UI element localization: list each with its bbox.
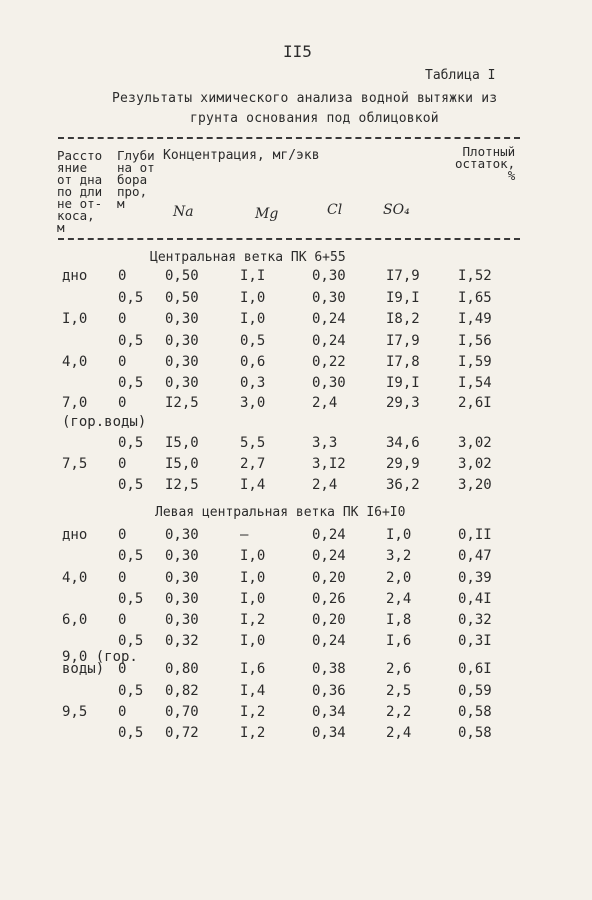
cell-depth: 0 bbox=[118, 661, 127, 677]
header-residue-line: Плотный bbox=[462, 144, 516, 159]
cell-na: 0,30 bbox=[165, 527, 199, 543]
cell-na: 0,30 bbox=[165, 548, 199, 564]
cell-depth: 0,5 bbox=[118, 375, 144, 391]
cell-res: I,59 bbox=[458, 354, 492, 370]
cell-dist: дно bbox=[62, 268, 88, 284]
cell-mg: 0,6 bbox=[240, 354, 266, 370]
cell-depth: 0,5 bbox=[118, 290, 144, 306]
cell-res: 0,4I bbox=[458, 591, 492, 607]
cell-cl: 2,4 bbox=[312, 395, 338, 411]
cell-so4: I7,9 bbox=[386, 333, 420, 349]
section-title: Центральная ветка ПК 6+55 bbox=[150, 250, 346, 265]
cell-so4: I7,8 bbox=[386, 354, 420, 370]
cell-cl: 2,4 bbox=[312, 477, 338, 493]
cell-na: 0,70 bbox=[165, 704, 199, 720]
cell-dist: 4,0 bbox=[62, 570, 88, 586]
cell-na: 0,30 bbox=[165, 354, 199, 370]
cell-so4: 2,5 bbox=[386, 683, 412, 699]
cell-so4: 36,2 bbox=[386, 477, 420, 493]
cell-dist: 4,0 bbox=[62, 354, 88, 370]
cell-so4: I,8 bbox=[386, 612, 412, 628]
cell-cl: 0,24 bbox=[312, 333, 346, 349]
cell-depth: 0 bbox=[118, 612, 127, 628]
cell-mg: 0,5 bbox=[240, 333, 266, 349]
header-top-rule bbox=[58, 137, 520, 139]
cell-mg: 2,7 bbox=[240, 456, 266, 472]
cell-mg: I,2 bbox=[240, 612, 266, 628]
cell-depth: 0,5 bbox=[118, 633, 144, 649]
cell-na: 0,30 bbox=[165, 570, 199, 586]
cell-na: 0,50 bbox=[165, 290, 199, 306]
cell-dist: 9,5 bbox=[62, 704, 88, 720]
cell-res: 0,59 bbox=[458, 683, 492, 699]
cell-depth: 0,5 bbox=[118, 333, 144, 349]
cell-mg: I,6 bbox=[240, 661, 266, 677]
cell-na: 0,30 bbox=[165, 311, 199, 327]
cell-res: 0,58 bbox=[458, 704, 492, 720]
cell-depth: 0,5 bbox=[118, 725, 144, 741]
cell-dist: 9,0 (гор. bbox=[62, 649, 138, 665]
cell-mg: I,0 bbox=[240, 570, 266, 586]
cell-res: 2,6I bbox=[458, 395, 492, 411]
cell-cl: 3,I2 bbox=[312, 456, 346, 472]
cell-mg: I,0 bbox=[240, 591, 266, 607]
cell-so4: I7,9 bbox=[386, 268, 420, 284]
cell-cl: 0,38 bbox=[312, 661, 346, 677]
cell-mg: I,I bbox=[240, 268, 266, 284]
cell-depth: 0 bbox=[118, 311, 127, 327]
cell-na: I5,0 bbox=[165, 435, 199, 451]
cell-mg: I,4 bbox=[240, 683, 266, 699]
cell-na: 0,72 bbox=[165, 725, 199, 741]
cell-cl: 0,24 bbox=[312, 633, 346, 649]
header-distance-line: не от- bbox=[57, 196, 103, 211]
cell-depth: 0 bbox=[118, 395, 127, 411]
cell-depth: 0,5 bbox=[118, 548, 144, 564]
cell-so4: 2,6 bbox=[386, 661, 412, 677]
cell-so4: 2,2 bbox=[386, 704, 412, 720]
ion-so4-header: SO₄ bbox=[383, 202, 410, 218]
cell-na: 0,32 bbox=[165, 633, 199, 649]
cell-res: 0,58 bbox=[458, 725, 492, 741]
cell-so4: 29,9 bbox=[386, 456, 420, 472]
table-caption-line-1: Результаты химического анализа водной вытяжки из bbox=[112, 91, 498, 106]
cell-cl: 0,30 bbox=[312, 375, 346, 391]
cell-so4: I,0 bbox=[386, 527, 412, 543]
cell-res: 3,20 bbox=[458, 477, 492, 493]
ion-na-header: Na bbox=[173, 204, 194, 220]
cell-so4: I,6 bbox=[386, 633, 412, 649]
header-concentration: Концентрация, мг/экв bbox=[163, 148, 320, 163]
cell-mg: 5,5 bbox=[240, 435, 266, 451]
header-distance-line: м bbox=[57, 220, 65, 235]
cell-so4: 2,4 bbox=[386, 725, 412, 741]
cell-cl: 0,24 bbox=[312, 311, 346, 327]
cell-na: 0,30 bbox=[165, 333, 199, 349]
cell-depth: 0 bbox=[118, 268, 127, 284]
cell-cl: 0,36 bbox=[312, 683, 346, 699]
header-depth-line: м bbox=[117, 196, 125, 211]
table-label: Таблица I bbox=[425, 68, 496, 83]
cell-na: 0,80 bbox=[165, 661, 199, 677]
cell-mg: 0,3 bbox=[240, 375, 266, 391]
header-residue-line: % bbox=[507, 168, 516, 183]
cell-so4: 2,0 bbox=[386, 570, 412, 586]
cell-res: 3,02 bbox=[458, 435, 492, 451]
cell-depth: 0,5 bbox=[118, 477, 144, 493]
cell-so4: I8,2 bbox=[386, 311, 420, 327]
cell-res: 0,6I bbox=[458, 661, 492, 677]
cell-mg: I,0 bbox=[240, 548, 266, 564]
table-caption-line-2: грунта основания под облицовкой bbox=[190, 111, 439, 126]
cell-mg: – bbox=[240, 527, 249, 543]
cell-depth: 0,5 bbox=[118, 683, 144, 699]
cell-na: 0,30 bbox=[165, 591, 199, 607]
cell-cl: 0,20 bbox=[312, 570, 346, 586]
header-distance bbox=[57, 150, 102, 234]
header-depth-line: про, bbox=[117, 184, 148, 199]
header-distance-line: по дли bbox=[57, 184, 103, 199]
header-distance-line: коса, bbox=[57, 208, 95, 223]
header-depth-line: Глуби bbox=[117, 148, 155, 163]
header-distance-line: от дна bbox=[57, 172, 103, 187]
cell-res: 0,39 bbox=[458, 570, 492, 586]
cell-dist: I,0 bbox=[62, 311, 88, 327]
header-residue-line: остаток, bbox=[455, 156, 516, 171]
cell-dist: (гор.воды) bbox=[62, 414, 147, 430]
ion-cl-header: Cl bbox=[327, 202, 343, 218]
cell-na: 0,30 bbox=[165, 612, 199, 628]
cell-mg: 3,0 bbox=[240, 395, 266, 411]
header-distance-line: Рассто bbox=[57, 148, 103, 163]
cell-na: I2,5 bbox=[165, 477, 199, 493]
header-bottom-rule bbox=[58, 238, 520, 240]
cell-mg: I,0 bbox=[240, 633, 266, 649]
cell-so4: I9,I bbox=[386, 375, 420, 391]
header-depth-line: бора bbox=[117, 172, 148, 187]
cell-res: I,56 bbox=[458, 333, 492, 349]
cell-na: I5,0 bbox=[165, 456, 199, 472]
cell-cl: 0,24 bbox=[312, 527, 346, 543]
cell-cl: 0,34 bbox=[312, 725, 346, 741]
cell-so4: 2,4 bbox=[386, 591, 412, 607]
cell-depth: 0 bbox=[118, 570, 127, 586]
cell-depth: 0 bbox=[118, 527, 127, 543]
header-depth-line: на от bbox=[117, 160, 155, 175]
cell-res: I,49 bbox=[458, 311, 492, 327]
cell-mg: I,4 bbox=[240, 477, 266, 493]
cell-cl: 0,26 bbox=[312, 591, 346, 607]
cell-mg: I,0 bbox=[240, 311, 266, 327]
cell-res: 3,02 bbox=[458, 456, 492, 472]
cell-res: I,52 bbox=[458, 268, 492, 284]
cell-na: 0,82 bbox=[165, 683, 199, 699]
cell-na: 0,30 bbox=[165, 375, 199, 391]
cell-mg: I,2 bbox=[240, 725, 266, 741]
cell-cl: 0,22 bbox=[312, 354, 346, 370]
ion-mg-header: Mg bbox=[255, 206, 279, 222]
cell-res: I,54 bbox=[458, 375, 492, 391]
cell-mg: I,2 bbox=[240, 704, 266, 720]
cell-so4: I9,I bbox=[386, 290, 420, 306]
cell-res: 0,3I bbox=[458, 633, 492, 649]
cell-na: I2,5 bbox=[165, 395, 199, 411]
cell-res: 0,II bbox=[458, 527, 492, 543]
cell-cl: 3,3 bbox=[312, 435, 338, 451]
cell-na: 0,50 bbox=[165, 268, 199, 284]
cell-dist: воды) bbox=[62, 661, 105, 677]
cell-res: I,65 bbox=[458, 290, 492, 306]
cell-cl: 0,30 bbox=[312, 268, 346, 284]
cell-so4: 3,2 bbox=[386, 548, 412, 564]
cell-cl: 0,24 bbox=[312, 548, 346, 564]
header-depth bbox=[117, 150, 155, 210]
cell-dist: 7,5 bbox=[62, 456, 88, 472]
cell-so4: 29,3 bbox=[386, 395, 420, 411]
cell-res: 0,32 bbox=[458, 612, 492, 628]
cell-depth: 0 bbox=[118, 456, 127, 472]
cell-dist: 6,0 bbox=[62, 612, 88, 628]
cell-dist: 7,0 bbox=[62, 395, 88, 411]
cell-dist: дно bbox=[62, 527, 88, 543]
cell-cl: 0,20 bbox=[312, 612, 346, 628]
cell-cl: 0,34 bbox=[312, 704, 346, 720]
cell-mg: I,0 bbox=[240, 290, 266, 306]
page-number: II5 bbox=[283, 42, 312, 61]
cell-so4: 34,6 bbox=[386, 435, 420, 451]
cell-depth: 0 bbox=[118, 704, 127, 720]
header-distance-line: яние bbox=[57, 160, 88, 175]
cell-depth: 0,5 bbox=[118, 435, 144, 451]
header-residue bbox=[455, 146, 515, 182]
cell-depth: 0 bbox=[118, 354, 127, 370]
cell-res: 0,47 bbox=[458, 548, 492, 564]
section-title: Левая центральная ветка ПК I6+I0 bbox=[155, 505, 406, 520]
cell-depth: 0,5 bbox=[118, 591, 144, 607]
cell-cl: 0,30 bbox=[312, 290, 346, 306]
